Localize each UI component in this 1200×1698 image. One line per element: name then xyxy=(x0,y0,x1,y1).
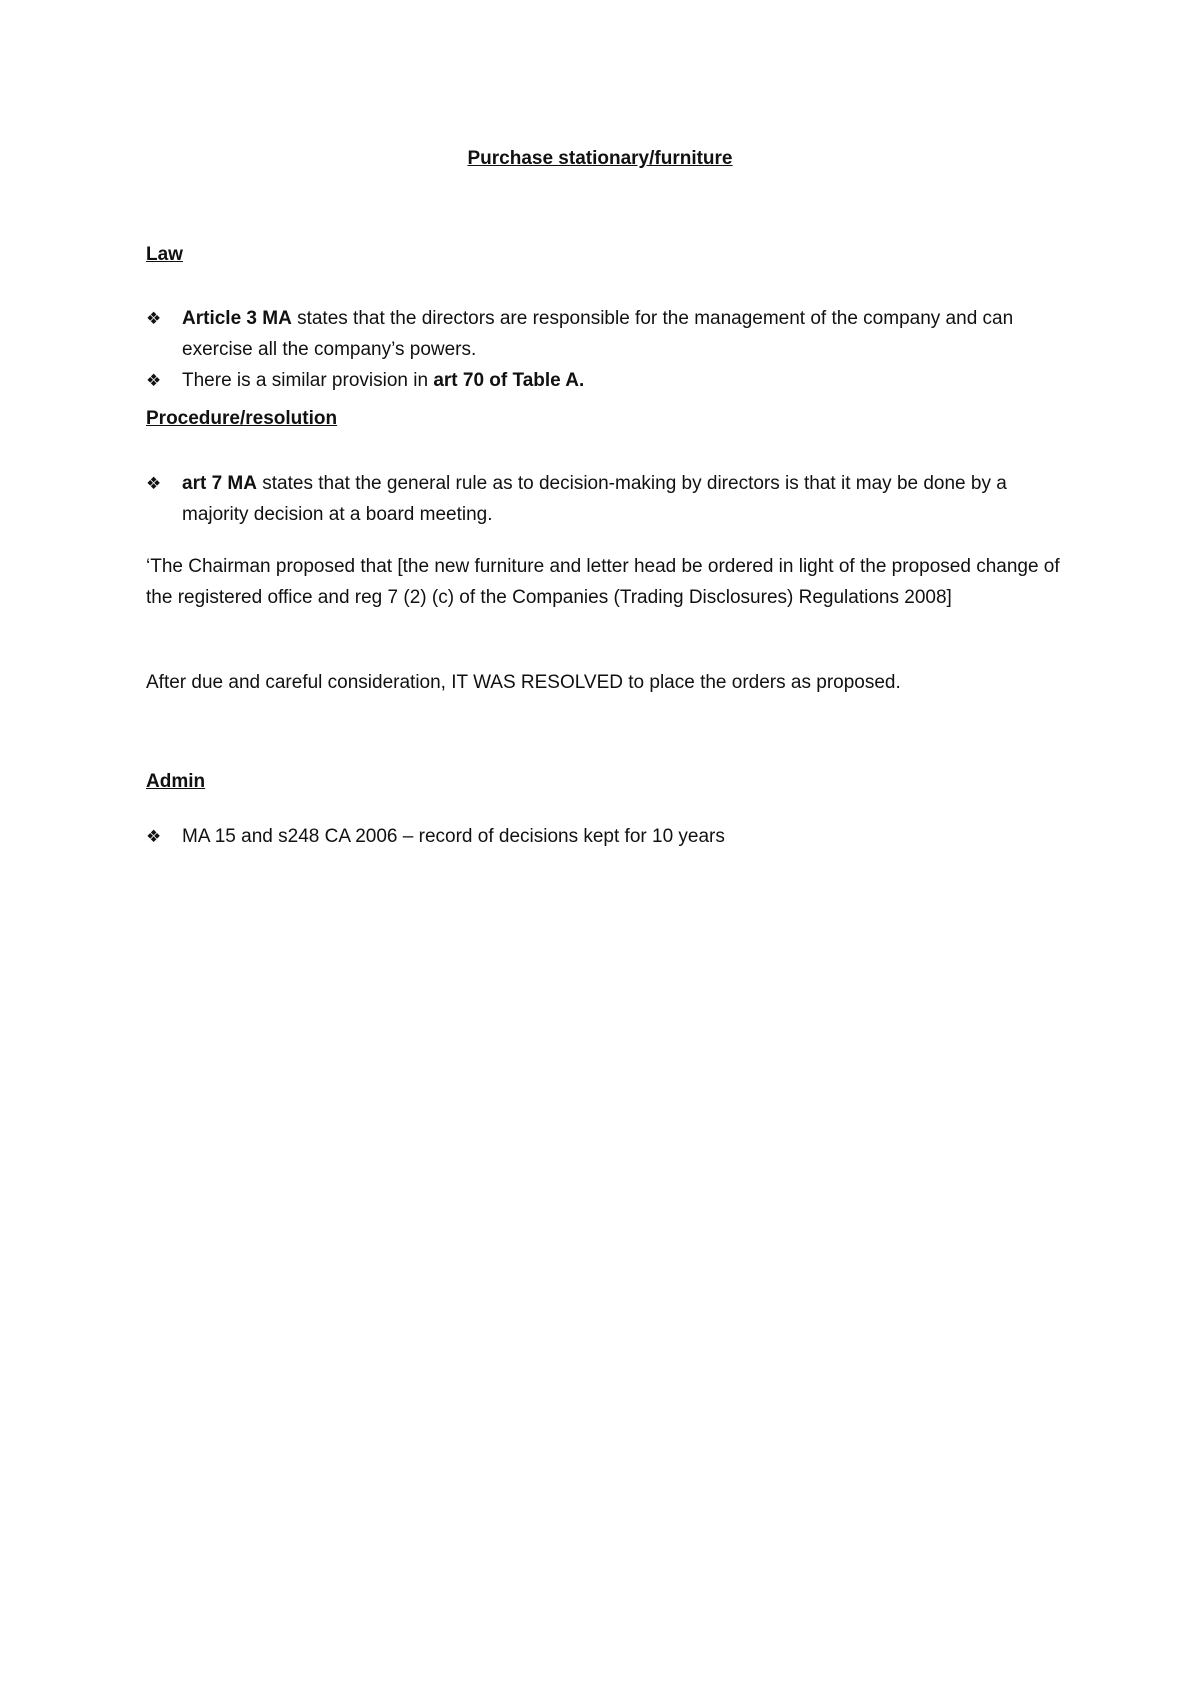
procedure-list xyxy=(146,468,1066,530)
citation: Article 3 MA xyxy=(182,308,292,329)
resolution-quote: ‘The Chairman proposed that [the new furniture and letter head be ordered in light of the proposed change of the registered office and reg 7 (2) (c) of the Companies (Trading Disclosures) Regulations 2008] xyxy=(146,556,1060,608)
admin-list xyxy=(146,821,1066,852)
list-item xyxy=(146,468,1066,530)
list-item xyxy=(146,821,1066,852)
list-item-text: states that the general rule as to decision-making by directors is that it may be done by a majority decision at a board meeting. xyxy=(182,473,1007,525)
resolution-statement: After due and careful consideration, IT WAS RESOLVED to place the orders as proposed. xyxy=(146,672,901,693)
diamond-bullet-icon: ❖ xyxy=(146,474,162,493)
diamond-bullet-icon: ❖ xyxy=(146,827,162,846)
list-item xyxy=(146,365,1066,396)
list-item xyxy=(146,303,1066,365)
list-item-text: states that the directors are responsible for the management of the company and can exercise all the company’s powers. xyxy=(182,308,1014,360)
diamond-bullet-icon: ❖ xyxy=(146,371,162,390)
list-item-text: There is a similar provision in xyxy=(182,370,434,391)
list-item-text: MA 15 and s248 CA 2006 – record of decisions kept for 10 years xyxy=(182,826,725,847)
procedure-heading: Procedure/resolution xyxy=(146,408,338,429)
law-heading: Law xyxy=(146,244,183,265)
document-title: Purchase stationary/furniture xyxy=(467,148,733,169)
admin-heading: Admin xyxy=(146,771,206,792)
citation: art 7 MA xyxy=(182,473,257,494)
citation: art 70 of Table A. xyxy=(433,370,585,391)
law-list xyxy=(146,303,1066,396)
diamond-bullet-icon: ❖ xyxy=(146,309,162,328)
